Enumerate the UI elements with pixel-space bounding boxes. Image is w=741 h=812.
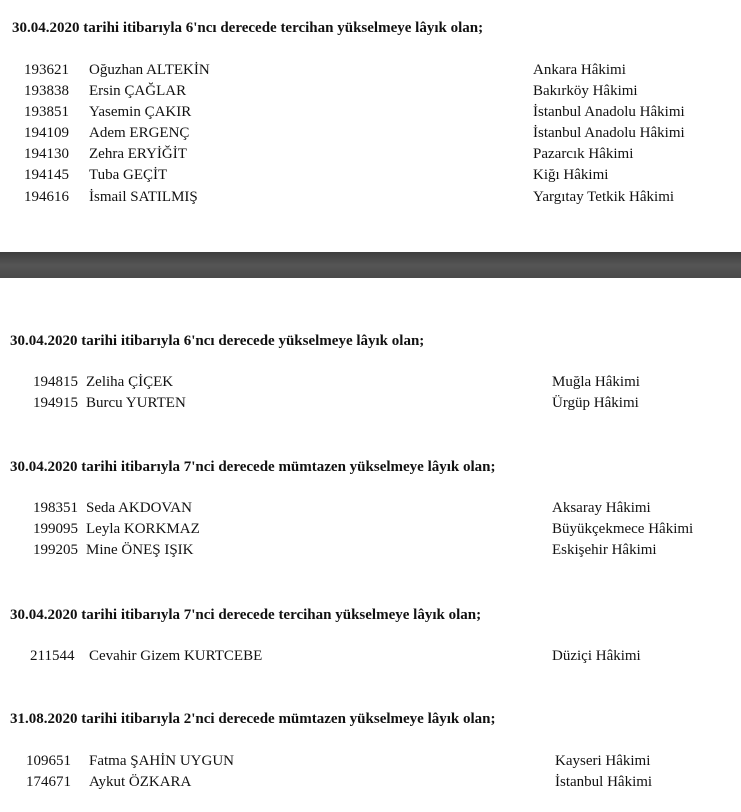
office-title: İstanbul Hâkimi [555, 774, 653, 790]
person-name: Cevahir Gizem KURTCEBE [89, 648, 263, 664]
person-name: Leyla KORKMAZ [86, 521, 200, 537]
registry-number: 211544 [30, 648, 75, 664]
registry-number: 194145 [24, 167, 69, 183]
office-title: Kayseri Hâkimi [555, 753, 651, 769]
person-name: İsmail SATILMIŞ [89, 189, 198, 205]
person-name: Fatma ŞAHİN UYGUN [89, 753, 234, 769]
person-name: Yasemin ÇAKIR [89, 104, 192, 120]
registry-number: 193838 [24, 83, 69, 99]
person-name: Aykut ÖZKARA [89, 774, 192, 790]
office-title: Ürgüp Hâkimi [552, 395, 639, 411]
person-name: Zeliha ÇİÇEK [86, 374, 174, 390]
registry-number: 194109 [24, 125, 69, 141]
registry-number: 194915 [33, 395, 78, 411]
person-name: Mine ÖNEŞ IŞIK [86, 542, 194, 558]
office-title: Bakırköy Hâkimi [533, 83, 638, 99]
section-heading: 31.08.2020 tarihi itibarıyla 2'nci derecede mümtazen yükselmeye lâyık olan; [10, 711, 496, 727]
registry-number: 174671 [26, 774, 71, 790]
office-title: Düziçi Hâkimi [552, 648, 641, 664]
office-title: Büyükçekmece Hâkimi [552, 521, 694, 537]
registry-number: 194616 [24, 189, 69, 205]
office-title: Yargıtay Tetkik Hâkimi [533, 189, 675, 205]
section-heading: 30.04.2020 tarihi itibarıyla 7'nci derecede mümtazen yükselmeye lâyık olan; [10, 459, 496, 475]
office-title: Ankara Hâkimi [533, 62, 626, 78]
office-title: Muğla Hâkimi [552, 374, 640, 390]
person-name: Oğuzhan ALTEKİN [89, 62, 210, 78]
section-heading: 30.04.2020 tarihi itibarıyla 7'nci derecede tercihan yükselmeye lâyık olan; [10, 607, 482, 623]
person-name: Burcu YURTEN [86, 395, 186, 411]
registry-number: 193621 [24, 62, 69, 78]
office-title: Aksaray Hâkimi [552, 500, 651, 516]
registry-number: 199095 [33, 521, 78, 537]
registry-number: 198351 [33, 500, 78, 516]
registry-number: 194815 [33, 374, 78, 390]
person-name: Tuba GEÇİT [89, 167, 168, 183]
office-title: İstanbul Anadolu Hâkimi [533, 104, 685, 120]
office-title: Pazarcık Hâkimi [533, 146, 634, 162]
person-name: Ersin ÇAĞLAR [89, 83, 187, 99]
person-name: Seda AKDOVAN [86, 500, 192, 516]
office-title: İstanbul Anadolu Hâkimi [533, 125, 685, 141]
person-name: Zehra ERYİĞİT [89, 146, 187, 162]
registry-number: 194130 [24, 146, 69, 162]
person-name: Adem ERGENÇ [89, 125, 190, 141]
registry-number: 199205 [33, 542, 78, 558]
office-title: Kiğı Hâkimi [533, 167, 609, 183]
registry-number: 109651 [26, 753, 71, 769]
section-heading: 30.04.2020 tarihi itibarıyla 6'ncı derecede yükselmeye lâyık olan; [10, 333, 425, 349]
registry-number: 193851 [24, 104, 69, 120]
office-title: Eskişehir Hâkimi [552, 542, 657, 558]
section-heading: 30.04.2020 tarihi itibarıyla 6'ncı derecede tercihan yükselmeye lâyık olan; [12, 20, 484, 36]
page-divider [0, 252, 741, 278]
